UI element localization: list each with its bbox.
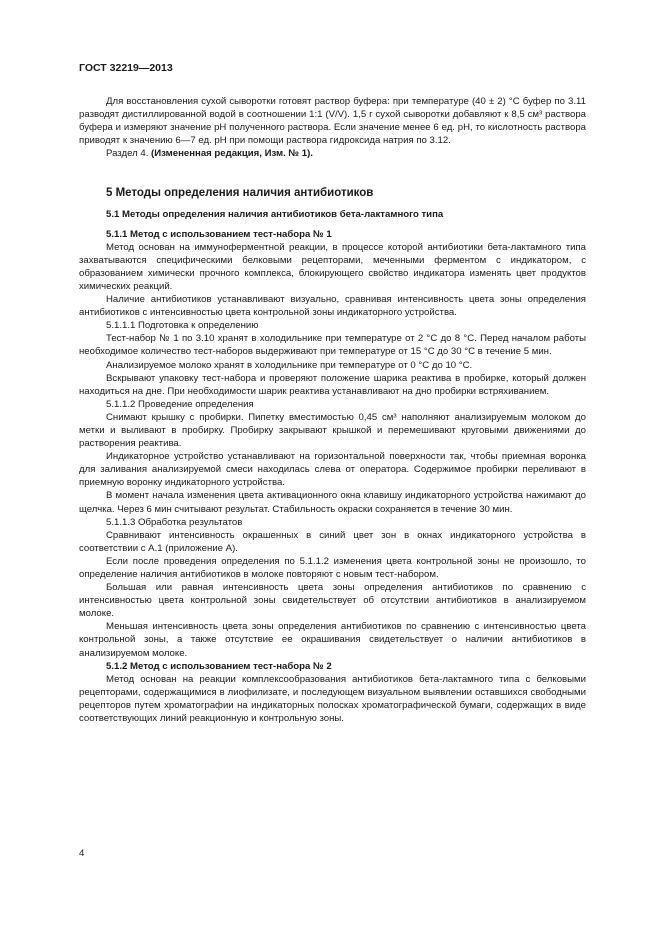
paragraph: Метод основан на иммуноферментной реакции, в процессе которой антибиотики бета-лактамного типа захватываются специфическими белковыми рецепторами, меченными ферментом с индикатором, с образованием химически прочного комплекса, блокирующего свойство индикатора изменять цвет продуктов химических реакций. — [79, 241, 586, 292]
paragraph: Анализируемое молоко хранят в холодильнике при температуре от 0 °С до 10 °С. — [106, 359, 473, 371]
paragraph: Тест-набор № 1 по 3.10 хранят в холодильнике при температуре от 2 °С до 8 °С. Перед началом работы необходимое количество тест-наборов выдерживают при температуре от 15 °С до 30 °С в течение 5 мин. — [79, 333, 586, 358]
paragraph: Снимают крышку с пробирки. Пипетку вместимостью 0,45 см³ наполняют анализируемым молоком до метки и выливают в пробирку. Пробирку закрывают крышкой и перемешивают круговыми движениями до растворения реактива. — [79, 411, 586, 450]
section-5-1-1-2-heading: 5.1.1.2 Проведение определения — [106, 398, 254, 410]
paragraph: Если после проведения определения по 5.1.1.2 изменения цвета контрольной зоны не произошло, то определение наличия антибиотиков в молоке повторяют с новым тест-набором. — [79, 555, 586, 580]
paragraph: Индикаторное устройство устанавливают на горизонтальной поверхности так, чтобы приемная воронка для заливания анализируемой смеси находилась слева от оператора. Содержимое пробирки переливают в приемную воронку индикаторного устройства. — [79, 451, 586, 489]
section-5-1-2-heading: 5.1.2 Метод с использованием тест-набора № 2 — [106, 660, 332, 672]
section-5-1-heading: 5.1 Методы определения наличия антибиотиков бета-лактамного типа — [106, 209, 444, 221]
document-body — [79, 95, 586, 725]
section-5-1-1-3-heading: 5.1.1.3 Обработка результатов — [106, 516, 243, 528]
amendment-note: (Измененная редакция, Изм. № 1). — [151, 148, 313, 160]
page-number: 4 — [79, 848, 85, 859]
paragraph: Сравнивают интенсивность окрашенных в синий цвет зон в окнах индикаторного устройства в соответствии с А.1 (приложение А). — [79, 529, 586, 554]
paragraph: Вскрывают упаковку тест-набора и проверяют положение шарика реактива в пробирке, который должен находиться на дне. При необходимости шарик реактива устанавливают на дно пробирки встряхиванием. — [79, 372, 586, 397]
amendment-prefix: Раздел 4. — [106, 148, 152, 160]
paragraph: Меньшая интенсивность цвета зоны определения антибиотиков по сравнению с интенсивностью цвета контрольной зоны, а также отсутствие ее окрашивания свидетельствует о наличии антибиотиков в анализируемом молоке. — [79, 621, 586, 659]
document-header: ГОСТ 32219—2013 — [79, 62, 173, 74]
paragraph: Метод основан на реакции комплексообразования антибиотиков бета-лактамного типа с белковыми рецепторами, содержащимися в лиофилизате, и последующем визуальном выявлении оставшихся свободными рецепторов путем хроматографии на индикаторных полосках хроматографической бумаги, содержащих в виде соответствующих линий реакционную и контрольную зоны. — [79, 673, 586, 725]
paragraph: Наличие антибиотиков устанавливают визуально, сравнивая интенсивность цвета зоны определения антибиотиков с интенсивностью цвета контрольной зоны индикаторного устройства. — [79, 294, 586, 319]
paragraph: В момент начала изменения цвета активационного окна клавишу индикаторного устройства нажимают до щелчка. Через 6 мин считывают результат. Стабильность окраски сохраняется в течение 30 мин. — [79, 490, 586, 515]
intro-paragraph-buffer: Для восстановления сухой сыворотки готовят раствор буфера: при температуре (40 ± 2) °С буфер по 3.11 разводят дистиллированной водой в соотношении 1:1 (V/V). 1,5 г сухой сыворотки добавляют к 8,5 см³ раствора буфера и измеряют значение pH полученного раствора. Если значение менее 6 ед. pH, то кислотность раствора приводят к значению 6—7 ед. pH при помощи раствора гидроксида натрия по 3.12. — [79, 96, 586, 147]
section-5-1-1-heading: 5.1.1 Метод с использованием тест-набора № 1 — [106, 228, 332, 240]
intro-paragraph-amendment — [79, 147, 586, 160]
paragraph: Большая или равная интенсивность цвета зоны определения антибиотиков по сравнению с интенсивностью цвета контрольной зоны свидетельствует об отсутствии антибиотиков в анализируемом молоке. — [79, 582, 586, 620]
section-5-heading: 5 Методы определения наличия антибиотиков — [106, 187, 374, 200]
section-5-1-1-1-heading: 5.1.1.1 Подготовка к определению — [106, 320, 259, 332]
